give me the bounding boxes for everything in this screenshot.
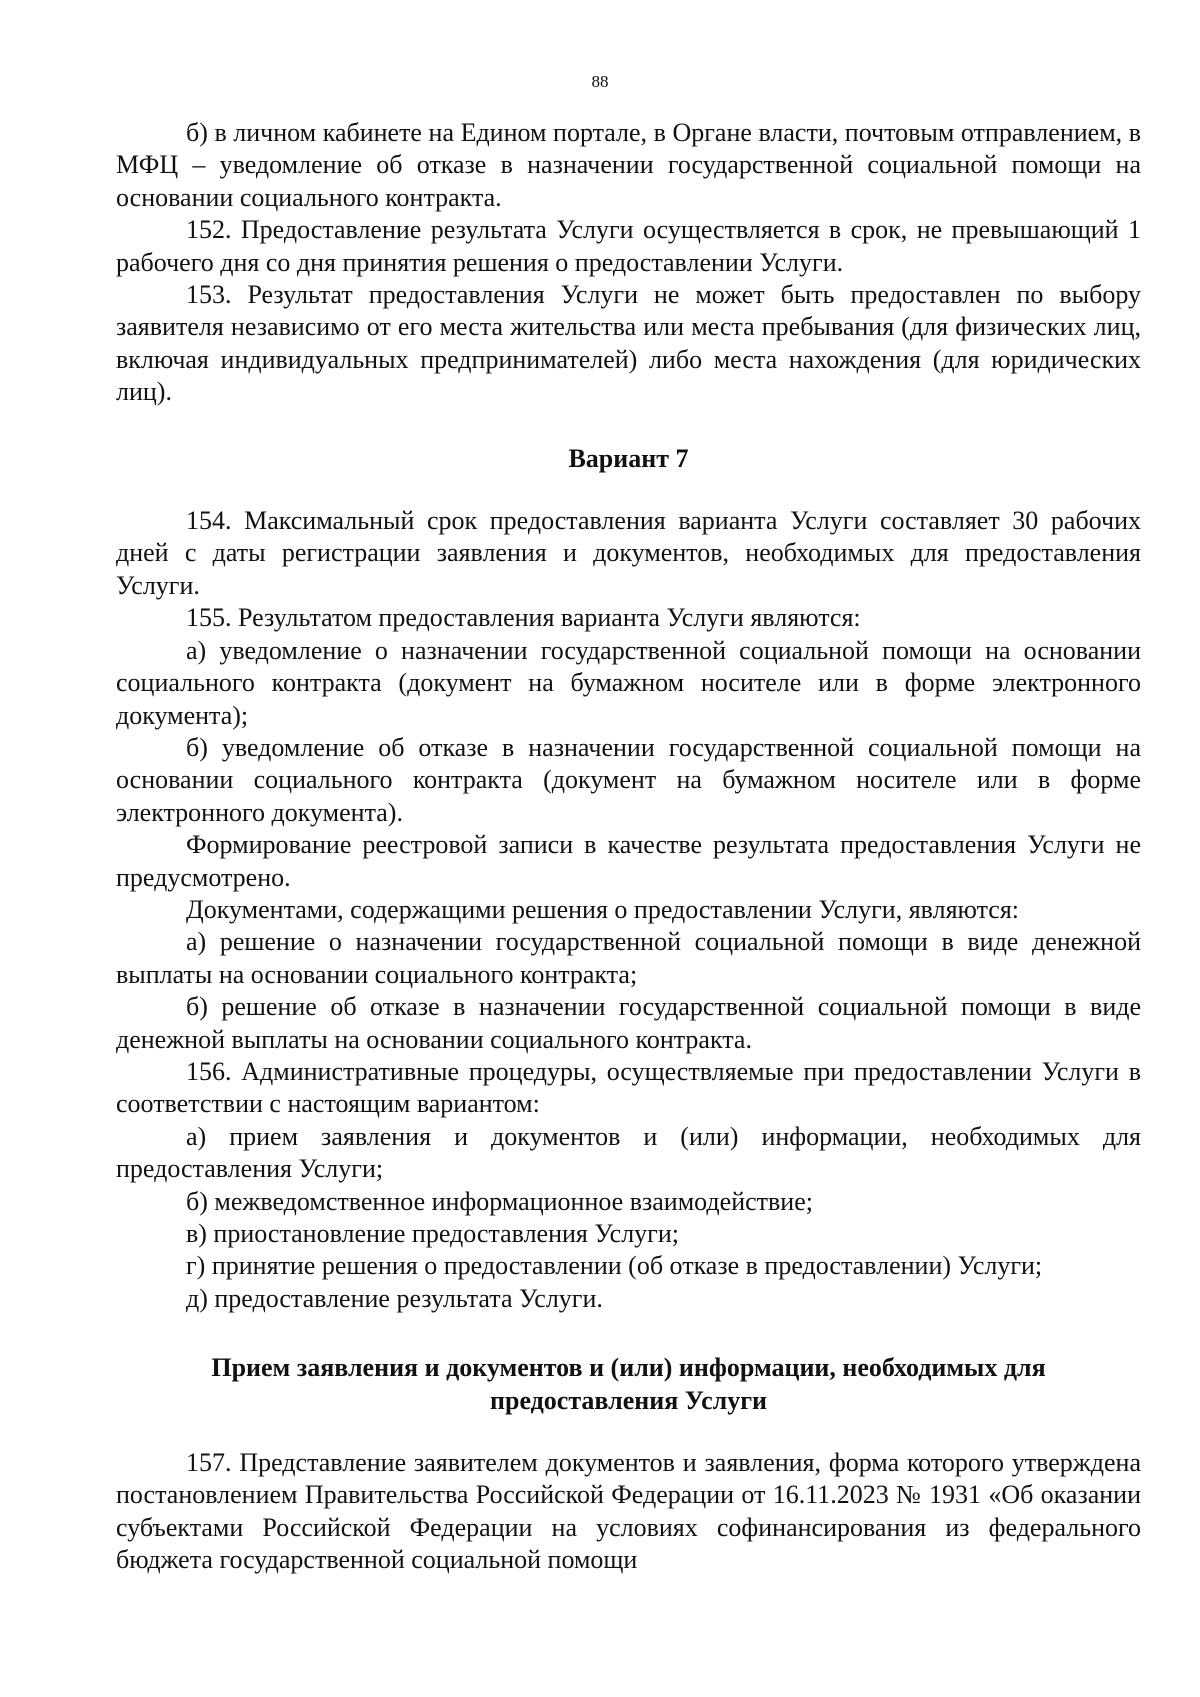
paragraph-152: 152. Предоставление результата Услуги осуществляется в срок, не превышающий 1 рабочего дня со дня принятия решения о предоставлении Услуги. bbox=[116, 215, 1141, 277]
document-body bbox=[116, 117, 1141, 1577]
paragraph-155-a: а) уведомление о назначении государственной социальной помощи на основании социального контракта (документ на бумажном носителе или в форме электронного документа); bbox=[116, 635, 1141, 730]
heading-variant-7: Вариант 7 bbox=[568, 443, 689, 473]
paragraph-decision-a: а) решение о назначении государственной социальной помощи в виде денежной выплаты на основании социального контракта; bbox=[116, 927, 1141, 989]
paragraph-157: 157. Представление заявителем документов и заявления, форма которого утверждена постановлением Правительства Российской Федерации от 16.11.2023 № 1931 «Об оказании субъектами Российской Федерации на условиях софинансирования из федерального бюджета государственной социальной помощи bbox=[116, 1448, 1141, 1575]
page-number: 88 bbox=[591, 72, 609, 91]
paragraph-153: 153. Результат предоставления Услуги не может быть предоставлен по выбору заявителя независимо от его места жительства или места пребывания (для физических лиц, включая индивидуальных предпринимателей) либо места нахождения (для юридических лиц). bbox=[116, 280, 1141, 407]
paragraph-156: 156. Административные процедуры, осуществляемые при предоставлении Услуги в соответствии с настоящим вариантом: bbox=[116, 1056, 1141, 1119]
paragraph-decision-documents: Документами, содержащими решения о предоставлении Услуги, являются: bbox=[186, 894, 1020, 924]
paragraph-decision-b: б) решение об отказе в назначении государственной социальной помощи в виде денежной выплаты на основании социального контракта. bbox=[116, 992, 1141, 1054]
paragraph-154: 154. Максимальный срок предоставления варианта Услуги составляет 30 рабочих дней с даты регистрации заявления и документов, необходимых для предоставления Услуги. bbox=[116, 506, 1141, 600]
paragraph-156-d: д) предоставление результата Услуги. bbox=[186, 1283, 603, 1313]
paragraph-156-a: а) прием заявления и документов и (или) информации, необходимых для предоставления Услуги; bbox=[116, 1121, 1141, 1184]
paragraph-156-g: г) принятие решения о предоставлении (об отказе в предоставлении) Услуги; bbox=[186, 1251, 1043, 1281]
paragraph-registry-record: Формирование реестровой записи в качестве результата предоставления Услуги не предусмотрено. bbox=[116, 830, 1141, 892]
heading-application-intake: Прием заявления и документов и (или) информации, необходимых для предоставления Услуги bbox=[211, 1353, 1046, 1415]
paragraph-156-v: в) приостановление предоставления Услуги; bbox=[186, 1219, 679, 1248]
paragraph-155-b: б) уведомление об отказе в назначении государственной социальной помощи на основании социального контракта (документ на бумажном носителе или в форме электронного документа). bbox=[116, 732, 1141, 827]
paragraph-b-notification: б) в личном кабинете на Едином портале, в Органе власти, почтовым отправлением, в МФЦ – уведомление об отказе в назначении государственной социальной помощи на основании социального контракта. bbox=[116, 118, 1141, 212]
paragraph-156-b: б) межведомственное информационное взаимодействие; bbox=[186, 1186, 813, 1216]
paragraph-155: 155. Результатом предоставления варианта Услуги являются: bbox=[186, 603, 861, 633]
